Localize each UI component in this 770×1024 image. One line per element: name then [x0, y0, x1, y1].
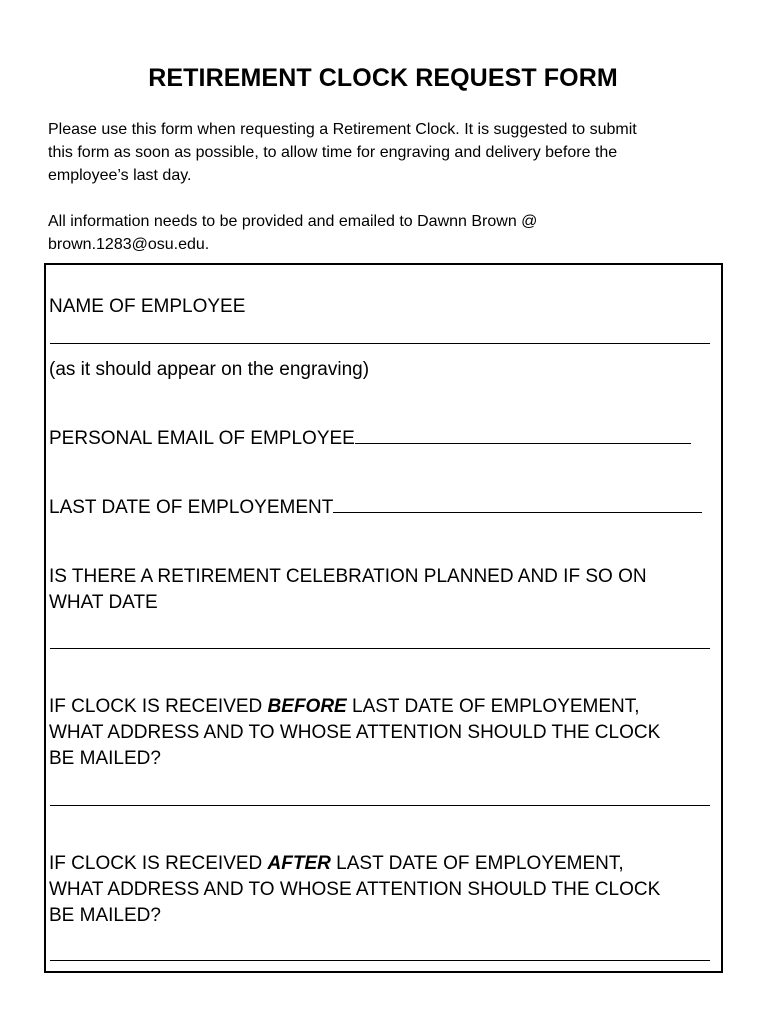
after-line: BE MAILED? [49, 905, 161, 926]
before-prefix: IF CLOCK IS RECEIVED [49, 696, 268, 717]
engraving-note: (as it should appear on the engraving) [49, 359, 370, 380]
instructions-paragraph [48, 118, 748, 187]
last-date-row [49, 495, 702, 521]
after-emphasis: AFTER [267, 853, 331, 874]
form-title: RETIREMENT CLOCK REQUEST FORM [148, 64, 618, 92]
instructions-line: employee’s last day. [48, 167, 192, 184]
before-question [49, 694, 660, 772]
before-line: WHAT ADDRESS AND TO WHOSE ATTENTION SHOULD THE CLOCK [49, 722, 661, 743]
instructions-line: Please use this form when requesting a Retirement Clock. It is suggested to submit [48, 121, 637, 138]
personal-email-label: PERSONAL EMAIL OF EMPLOYEE [49, 428, 355, 449]
contact-paragraph [48, 210, 748, 256]
after-address-blank[interactable] [50, 960, 710, 961]
celebration-line: WHAT DATE [49, 592, 158, 613]
before-emphasis: BEFORE [267, 696, 347, 717]
before-suffix: LAST DATE OF EMPLOYEMENT, [346, 696, 640, 717]
last-date-label: LAST DATE OF EMPLOYEMENT [49, 497, 334, 518]
after-suffix: LAST DATE OF EMPLOYEMENT, [330, 853, 624, 874]
personal-email-blank[interactable] [355, 427, 691, 444]
after-line [49, 851, 660, 877]
contact-line: All information needs to be provided and emailed to Dawnn Brown @ [48, 213, 538, 230]
after-prefix: IF CLOCK IS RECEIVED [49, 853, 268, 874]
last-date-blank[interactable] [333, 496, 702, 513]
after-question [49, 851, 660, 929]
celebration-blank[interactable] [50, 648, 710, 649]
celebration-question [49, 564, 647, 616]
before-line: BE MAILED? [49, 748, 161, 769]
personal-email-row [49, 426, 691, 452]
instructions-line: this form as soon as possible, to allow time for engraving and delivery before the [48, 144, 618, 161]
contact-email: brown.1283@osu.edu. [48, 236, 210, 253]
celebration-line: IS THERE A RETIREMENT CELEBRATION PLANNED AND IF SO ON [49, 566, 647, 587]
before-line [49, 694, 660, 720]
employee-name-blank[interactable] [50, 343, 710, 344]
after-line: WHAT ADDRESS AND TO WHOSE ATTENTION SHOULD THE CLOCK [49, 879, 661, 900]
before-address-blank[interactable] [50, 805, 710, 806]
employee-name-label: NAME OF EMPLOYEE [49, 296, 246, 317]
